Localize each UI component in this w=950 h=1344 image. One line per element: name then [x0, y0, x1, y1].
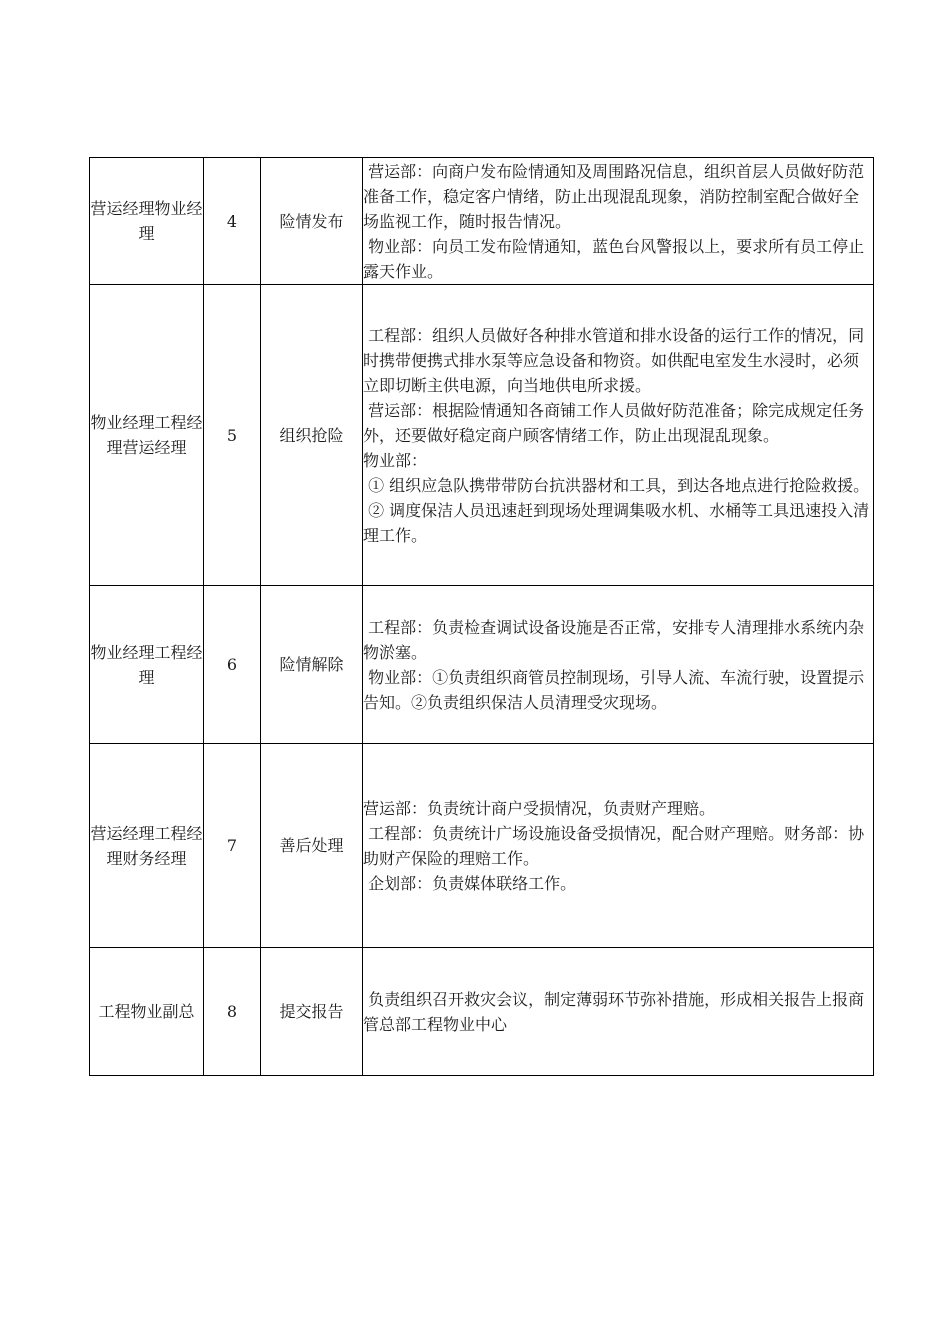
responsible-role-cell: 营运经理物业经理	[90, 158, 204, 285]
step-detail-cell	[363, 948, 874, 1076]
responsible-role-cell: 物业经理工程经理	[90, 586, 204, 744]
step-detail-cell	[363, 586, 874, 744]
detail-paragraph: 物业部：向员工发布险情通知，蓝色台风警报以上，要求所有员工停止露天作业。	[363, 236, 865, 281]
step-number-cell: 8	[204, 948, 261, 1076]
detail-paragraph: 物业部：①负责组织商管员控制现场，引导人流、车流行驶，设置提示告知。②负责组织保洁人员清理受灾现场。	[363, 667, 865, 712]
table-row	[90, 948, 874, 1076]
responsible-role-cell: 营运经理工程经理财务经理	[90, 744, 204, 948]
step-name-cell: 险情发布	[261, 158, 363, 285]
step-name-cell: 险情解除	[261, 586, 363, 744]
detail-paragraph: 工程部：负责检查调试设备设施是否正常，安排专人清理排水系统内杂物淤塞。	[363, 617, 865, 662]
step-number-cell: 7	[204, 744, 261, 948]
table-row	[90, 285, 874, 586]
responsible-role-cell: 工程物业副总	[90, 948, 204, 1076]
step-detail-cell	[363, 744, 874, 948]
detail-paragraph: 工程部：负责统计广场设施设备受损情况，配合财产理赔。财务部：协助财产保险的理赔工作。	[363, 823, 865, 868]
detail-paragraph: 负责组织召开救灾会议，制定薄弱环节弥补措施，形成相关报告上报商管总部工程物业中心	[363, 989, 865, 1034]
step-number-cell: 5	[204, 285, 261, 586]
step-number-cell: 4	[204, 158, 261, 285]
step-detail-cell	[363, 285, 874, 586]
detail-paragraph: 营运部：根据险情通知各商铺工作人员做好防范准备；除完成规定任务外，还要做好稳定商户顾客情绪工作，防止出现混乱现象。	[363, 400, 865, 445]
detail-paragraph: 营运部：向商户发布险情通知及周围路况信息，组织首层人员做好防范准备工作，稳定客户情绪，防止出现混乱现象，消防控制室配合做好全场监视工作，随时报告情况。	[363, 161, 865, 231]
step-name-cell: 提交报告	[261, 948, 363, 1076]
step-name-cell: 组织抢险	[261, 285, 363, 586]
emergency-procedure-table	[89, 157, 874, 1076]
responsible-role-cell: 物业经理工程经理营运经理	[90, 285, 204, 586]
detail-paragraph: ② 调度保洁人员迅速赶到现场处理调集吸水机、水桶等工具迅速投入清理工作。	[363, 500, 870, 545]
step-detail-cell	[363, 158, 874, 285]
detail-paragraph: 物业部：	[363, 450, 428, 470]
table-row	[90, 586, 874, 744]
detail-paragraph: 工程部：组织人员做好各种排水管道和排水设备的运行工作的情况，同时携带便携式排水泵等应急设备和物资。如供配电室发生水浸时，必须立即切断主供电源，向当地供电所求援。	[363, 325, 865, 395]
step-name-cell: 善后处理	[261, 744, 363, 948]
table-row	[90, 744, 874, 948]
step-number-cell: 6	[204, 586, 261, 744]
detail-paragraph: ① 组织应急队携带带防台抗洪器材和工具，到达各地点进行抢险救援。	[363, 475, 870, 495]
detail-paragraph: 营运部：负责统计商户受损情况，负责财产理赔。	[363, 798, 716, 818]
table-row	[90, 158, 874, 285]
detail-paragraph: 企划部：负责媒体联络工作。	[363, 873, 577, 893]
